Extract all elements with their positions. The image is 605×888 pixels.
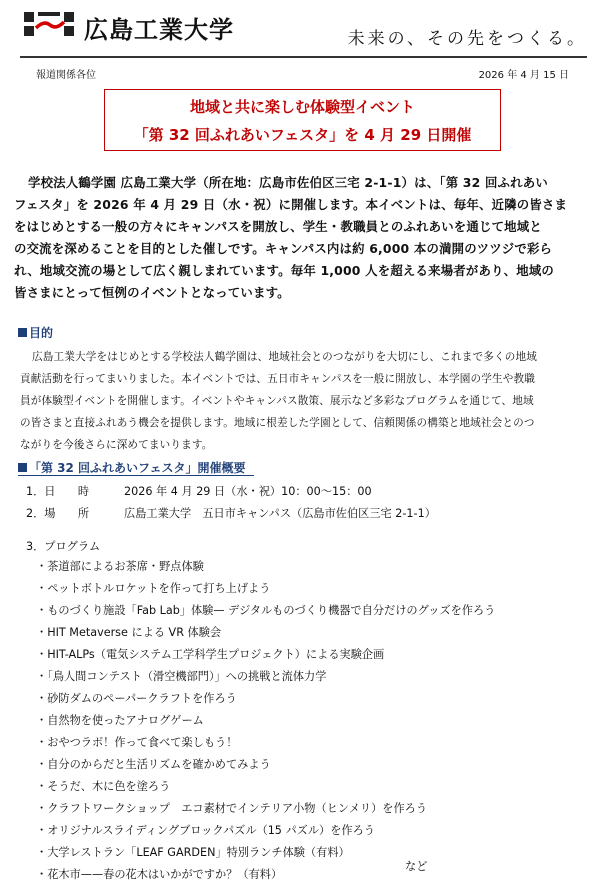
place-value: 広島工業大学 五日市キャンパス（広島市佐伯区三宅 2-1-1）	[124, 507, 436, 520]
program-item: ・ものづくり施設「Fab Lab」体験— デジタルものづくり機器で自分だけのグッズを作ろう	[36, 604, 496, 617]
intro-line: れ、地域交流の場として広く親しまれています。毎年 1,000 人を超える来場者があり、地域の	[14, 263, 555, 278]
overview-heading-underline	[18, 475, 254, 476]
title-line-1: 地域と共に楽しむ体験型イベント	[189, 98, 415, 116]
tagline: 未来の、その先をつくる。	[347, 29, 587, 49]
purpose-line: 広島工業大学をはじめとする学校法人鶴学園は、地域社会とのつながりを大切にし、これまで多くの地域	[32, 351, 537, 363]
date-value: 2026 年 4 月 29 日（水・祝）10：00〜15：00	[124, 485, 372, 498]
intro-line: をはじめとする一般の方々にキャンパスを開放し、学生・教職員とのふれあいを通じて地域と	[14, 219, 542, 234]
university-logo-icon	[24, 12, 76, 40]
purpose-line: の皆さまと直接ふれあう機会を提供します。地域に根差した学園として、信頼関係の構築と地域社会とのつ	[20, 417, 535, 429]
intro-line: フェスタ」を 2026 年 4 月 29 日（水・祝）に開催します。本イベントは、毎年、近隣の皆さま	[14, 197, 568, 212]
program-item: ・HIT Metaverse による VR 体験会	[36, 626, 222, 639]
program-item: ・花木市——春の花木はいかがですか？（有料）	[36, 868, 283, 881]
program-item: ・茶道部によるお茶席・野点体験	[36, 560, 204, 573]
page-header	[0, 0, 605, 60]
overview-place	[26, 505, 436, 521]
intro-line: 学校法人鶴学園 広島工業大学（所在地：広島市佐伯区三宅 2-1-1）は、「第 32 回ふれあい	[28, 175, 548, 190]
overview-heading-text: 「第 32 回ふれあいフェスタ」開催概要	[29, 461, 246, 475]
program-item: ・オリジナルスライディングブロックパズル（15 パズル）を作ろう	[36, 824, 375, 837]
program-item: ・「鳥人間コンテスト（滑空機部門）」への挑戦と流体力学	[36, 670, 327, 683]
release-date: 2026 年 4 月 15 日	[478, 70, 569, 81]
purpose-line: 貢献活動を行ってまいりました。本イベントでは、五日市キャンパスを一般に開放し、本学園の学生や教職	[20, 373, 535, 385]
title-line-2: 「第 32 回ふれあいフェスタ」を 4 月 29 日開催	[133, 126, 472, 144]
purpose-line: ながりを今後さらに深めてまいります。	[20, 439, 213, 451]
program-list	[36, 556, 495, 886]
program-item: ・自分のからだと生活リズムを確かめてみよう	[36, 758, 271, 771]
date-label: 1．日 時	[26, 485, 90, 498]
program-item: ・砂防ダムのペーパークラフトを作ろう	[36, 692, 237, 705]
program-item: ・自然物を使ったアナログゲーム	[36, 714, 204, 727]
square-bullet-icon	[18, 463, 27, 472]
program-item: ・大学レストラン「LEAF GARDEN」特別ランチ体験（有料）	[36, 846, 350, 859]
overview-program-label: 3．プログラム	[26, 540, 101, 553]
programs-suffix: など	[405, 860, 428, 873]
intro-paragraph	[14, 172, 592, 304]
place-label: 2．場 所	[26, 507, 90, 520]
header-divider	[20, 56, 587, 58]
intro-line: の交流を深めることを目的とした催しです。キャンパス内は約 6,000 本の満開のツツジで彩ら	[14, 241, 553, 256]
program-item: ・クラフトワークショップ エコ素材でインテリア小物（ヒンメリ）を作ろう	[36, 802, 428, 815]
university-name: 広島工業大学	[84, 15, 234, 44]
purpose-heading-text: 目的	[29, 326, 54, 340]
overview-date	[26, 483, 372, 499]
purpose-heading	[18, 324, 53, 341]
purpose-paragraph	[20, 346, 590, 456]
overview-heading	[18, 459, 245, 476]
purpose-line: 員が体験型イベントを開催します。イベントやキャンパス散策、展示など多彩なプログラムを通じて、地域	[20, 395, 534, 407]
program-item: ・ペットボトルロケットを作って打ち上げよう	[36, 582, 271, 595]
square-bullet-icon	[18, 328, 27, 337]
program-item: ・おやつラボ！作って食べて楽しもう！	[36, 736, 238, 749]
program-item: ・HIT-ALPs（電気システム工学科学生プロジェクト）による実験企画	[36, 648, 385, 661]
addressee: 報道関係各位	[36, 70, 96, 81]
intro-line: 皆さまにとって恒例のイベントとなっています。	[14, 285, 290, 300]
title-box	[104, 89, 501, 151]
program-item: ・そうだ、木に色を塗ろう	[36, 780, 171, 793]
